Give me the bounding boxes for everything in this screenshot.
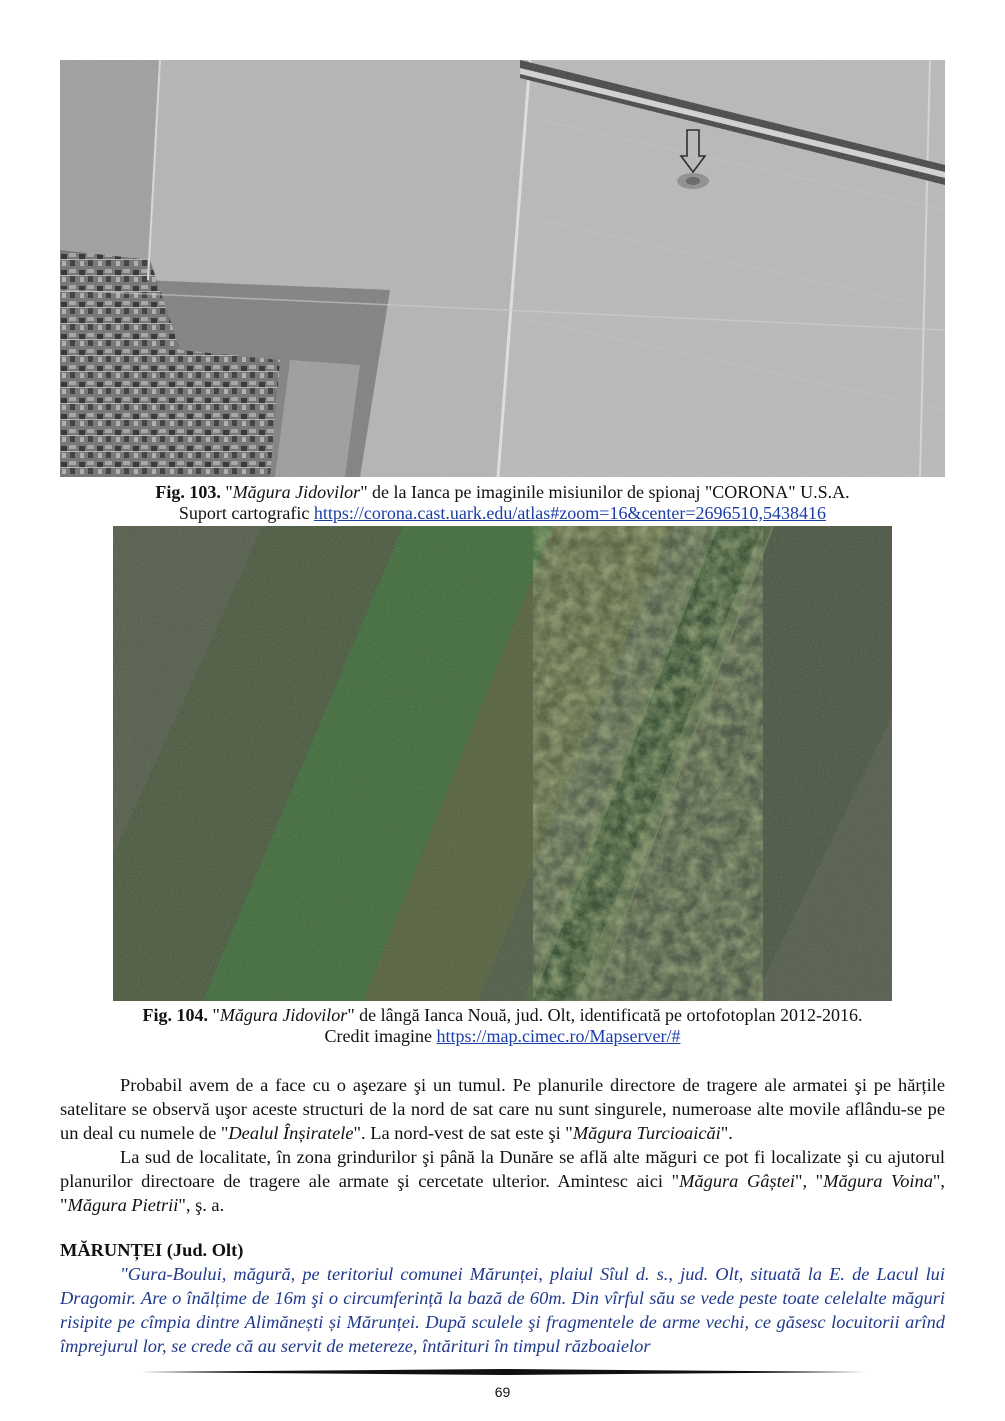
corona-atlas-link[interactable]: https://corona.cast.uark.edu/atlas#zoom=16&center=2696510,5438416 [313,503,827,523]
fig104-site-name: Măgura Jidovilor [219,1005,348,1025]
cimec-mapserver-link[interactable]: https://map.cimec.ro/Mapserver/# [436,1026,681,1046]
corona-aerial-photo [60,60,945,477]
fig104-label: Fig. 104. [142,1005,208,1025]
fig103-label: Fig. 103. [155,482,221,502]
footer-divider [140,1362,865,1368]
orthophoto-image [113,526,892,1001]
body-paragraph-1: Probabil avem de a face cu o aşezare şi un tumul. Pe planurile directore de tragere ale armatei şi pe hărțile satelitare se observă uşor aceste structuri de la nord de sat care nu sunt singurele, numeroase alte movile aflându-se pe un deal cu numele de "Dealul Înșiratele". La nord-vest de sat este şi "Măgura Turcioaicăi". [60,1075,945,1143]
page-number: 69 [494,1384,511,1400]
body-paragraph-2: La sud de localitate, în zona grindurilor şi până la Dunăre se află alte măguri ce pot fi localizate şi cu ajutorul planurilor directoare de tragere ale armate şi cercetate ulterior. Amintesc aici "Măgura Gâștei", "Măgura Voina", "Măgura Pietrii", ş. a. [60,1147,946,1215]
section-heading: MĂRUNȚEI (Jud. Olt) [60,1240,244,1260]
quoted-description: "Gura-Boului, măgură, pe teritoriul comunei Mărunței, plaiul Sîul d. s., jud. Olt, situată la E. de Lacul lui Dragomir. Are o înălțime de 16m şi o circumferință la bază de 60m. Din vîrful său se vede peste toate celelalte măguri risipite pe cîmpia dintre Alimănești și Mărunței. După sculele şi fragmentele de arme vechi, ce găsesc locuitorii arînd împrejurul lor, se crede că au servit de metereze, întărituri în timpul războaielor [60,1264,945,1356]
fig103-caption: Fig. 103. "Măgura Jidovilor" de la Ianca pe imaginile misiunilor de spionaj "CORONA" U.S.A. Suport cartografic https://corona.cast.uark.edu/atlas#zoom=16&center=2696510,5438416 [155,482,850,523]
fig104-caption: Fig. 104. "Măgura Jidovilor" de lângă Ianca Nouă, jud. Olt, identificată pe ortofotoplan 2012-2016. Credit imagine https://map.cimec.ro/Mapserver/# [142,1005,863,1046]
fig103-site-name: Măgura Jidovilor [232,482,361,502]
